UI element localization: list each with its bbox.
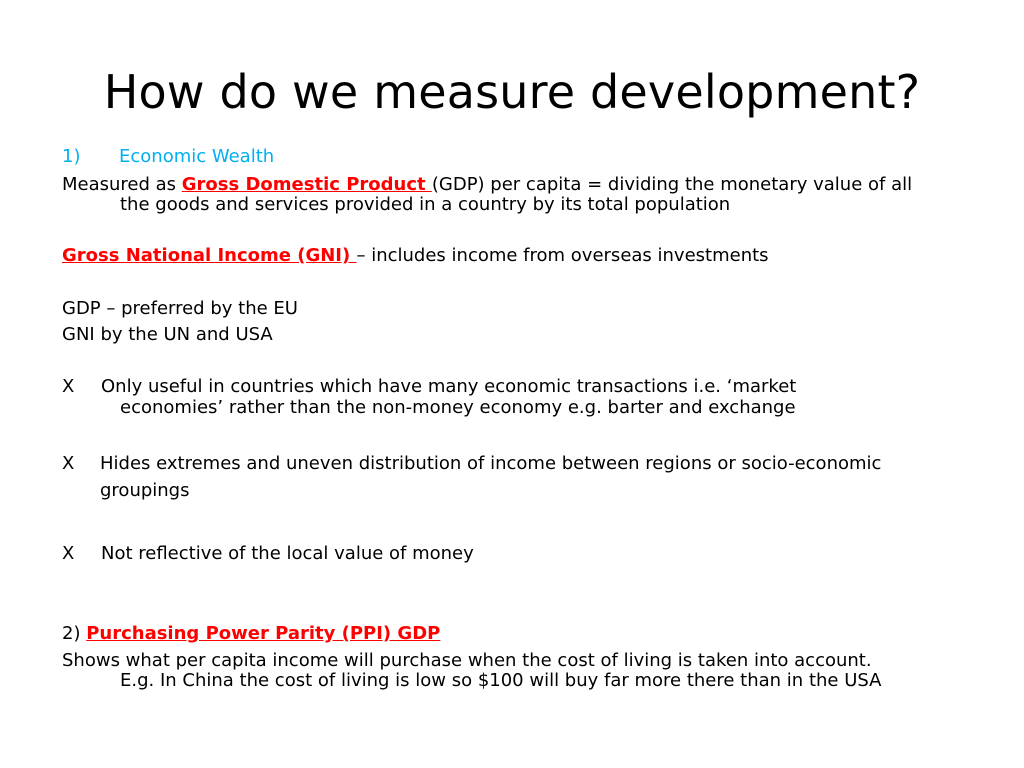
drawback-3-text: Not reflective of the local value of money bbox=[101, 543, 474, 564]
drawback-1-line-2: economies’ rather than the non-money economy e.g. barter and exchange bbox=[120, 397, 796, 418]
gni-definition bbox=[62, 245, 769, 266]
list-item-economic-wealth bbox=[62, 146, 274, 167]
gdp-definition-line-1 bbox=[62, 174, 912, 195]
list-number: 2) bbox=[62, 623, 87, 644]
list-label: Economic Wealth bbox=[119, 146, 275, 167]
gdp-definition-line-2: the goods and services provided in a country by its total population bbox=[120, 194, 731, 215]
gdp-preference: GDP – preferred by the EU bbox=[62, 298, 298, 319]
slide-title: How do we measure development? bbox=[103, 65, 921, 119]
gdp-term: Gross Domestic Product bbox=[181, 174, 432, 195]
drawback-1-line-1 bbox=[62, 376, 796, 397]
drawback-2-line-2: groupings bbox=[100, 480, 190, 501]
gni-post-text: – includes income from overseas investments bbox=[356, 245, 769, 266]
ppp-line-1: Shows what per capita income will purchase when the cost of living is taken into account. bbox=[62, 650, 872, 671]
x-mark: X bbox=[62, 376, 75, 397]
ppp-line-2: E.g. In China the cost of living is low so $100 will buy far more there than in the USA bbox=[120, 670, 882, 691]
list-item-ppp bbox=[62, 623, 440, 644]
list-number: 1) bbox=[62, 146, 81, 167]
gdp-pre-text: Measured as bbox=[62, 174, 182, 195]
gni-preference: GNI by the UN and USA bbox=[62, 324, 273, 345]
drawback-2-line-1 bbox=[62, 453, 881, 474]
ppp-term: Purchasing Power Parity (PPI) GDP bbox=[86, 623, 441, 644]
gdp-post-text: (GDP) per capita = dividing the monetary value of all bbox=[431, 174, 913, 195]
drawback-2-text: Hides extremes and uneven distribution of income between regions or socio-economic bbox=[100, 453, 882, 474]
drawback-1-text: Only useful in countries which have many economic transactions i.e. ‘market bbox=[101, 376, 797, 397]
x-mark: X bbox=[62, 543, 75, 564]
drawback-3 bbox=[62, 543, 474, 564]
gni-term: Gross National Income (GNI) bbox=[62, 245, 357, 266]
x-mark: X bbox=[62, 453, 75, 474]
